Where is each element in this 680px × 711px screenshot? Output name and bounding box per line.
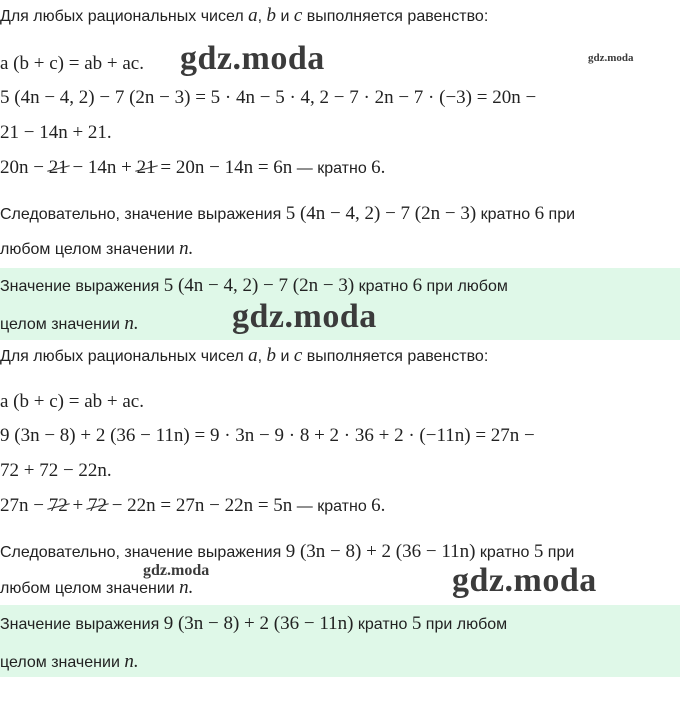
cancelled-term: 21	[48, 157, 68, 178]
block1-answer-line1: Значение выражения 5 (4n − 4, 2) − 7 (2n − 3) кратно 6 при любом	[0, 275, 508, 296]
block1-expansion-line2: 21 − 14n + 21.	[0, 122, 112, 143]
block1-expansion-line1: 5 (4n − 4, 2) − 7 (2n − 3) = 5 · 4n − 5 · 4, 2 − 7 · 2n − 7 · (−3) = 20n −	[0, 87, 537, 108]
cancelled-term: 21	[136, 157, 156, 178]
block2-conclusion-line1: Следовательно, значение выражения 9 (3n − 8) + 2 (36 − 11n) кратно 5 при	[0, 541, 575, 562]
watermark: gdz.moda	[452, 562, 597, 599]
watermark: gdz.moda	[588, 52, 634, 64]
block2-expansion-line2: 72 + 72 − 22n.	[0, 460, 112, 481]
var-a: a	[248, 5, 258, 26]
block1-conclusion-line1: Следовательно, значение выражения 5 (4n − 4, 2) − 7 (2n − 3) кратно 6 при	[0, 203, 576, 224]
var-c: c	[293, 5, 303, 26]
block1-conclusion-line2: любом целом значении n.	[0, 238, 194, 259]
cancelled-term: 72	[48, 495, 68, 516]
block1-answer-line2: целом значении n.	[0, 313, 139, 334]
block2-simplification: 27n − 72 + 72 − 22n = 27n − 22n = 5n — кратно 6.	[0, 495, 386, 516]
block1-simplification: 20n − 21 − 14n + 21 = 20n − 14n = 6n — кратно 6.	[0, 157, 386, 178]
block1-intro: Для любых рациональных чисел a, b и c выполняется равенство:	[0, 5, 489, 26]
var-b: b	[266, 345, 277, 366]
block2-intro: Для любых рациональных чисел a, b и c выполняется равенство:	[0, 345, 489, 366]
block2-identity: a (b + c) = ab + ac.	[0, 391, 144, 412]
var-a: a	[248, 345, 258, 366]
block1-identity: a (b + c) = ab + ac.	[0, 53, 144, 74]
block2-answer-line2: целом значении n.	[0, 651, 139, 672]
block2-expansion-line1: 9 (3n − 8) + 2 (36 − 11n) = 9 · 3n − 9 · 8 + 2 · 36 + 2 · (−11n) = 27n −	[0, 425, 535, 446]
watermark: gdz.moda	[143, 562, 210, 579]
var-c: c	[293, 345, 303, 366]
block2-conclusion-line2: любом целом значении n.	[0, 577, 194, 598]
block2-answer-line1: Значение выражения 9 (3n − 8) + 2 (36 − 11n) кратно 5 при любом	[0, 613, 508, 634]
var-b: b	[266, 5, 277, 26]
watermark: gdz.moda	[180, 40, 325, 77]
cancelled-term: 72	[87, 495, 107, 516]
watermark: gdz.moda	[232, 298, 377, 335]
